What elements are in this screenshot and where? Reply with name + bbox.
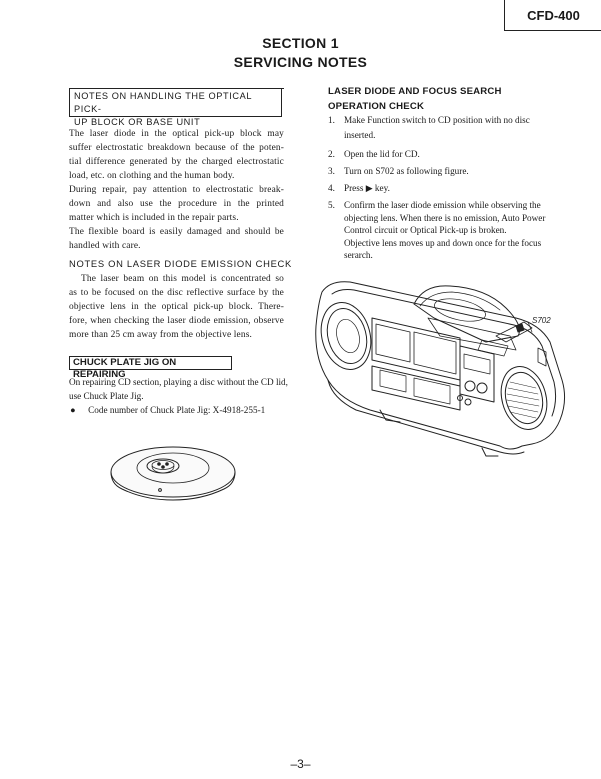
section-title: SECTION 1 xyxy=(262,35,339,51)
jig-line: On repairing CD section, playing a disc without the CD lid, xyxy=(69,377,288,387)
handling-heading-line2: UP BLOCK OR BASE UNIT xyxy=(74,117,201,127)
bullet-icon: ● xyxy=(70,405,76,415)
handling-line: down and also use the procedure in the printed xyxy=(69,199,284,209)
step-2 xyxy=(328,147,558,162)
handling-paragraph xyxy=(69,127,284,253)
step-5-line: Objective lens moves up and down once for the focus xyxy=(344,237,542,248)
jig-heading-box: CHUCK PLATE JIG ON REPAIRING xyxy=(69,356,232,370)
jig-code-text: Code number of Chuck Plate Jig: X-4918-255-1 xyxy=(88,405,266,415)
step-number: 5. xyxy=(328,200,335,210)
handling-line: handled with care. xyxy=(69,241,141,251)
step-text: Make Function switch to CD position with no disc xyxy=(344,115,530,125)
step-text-post: key. xyxy=(374,183,390,193)
step-1 xyxy=(328,113,558,128)
emission-heading: NOTES ON LASER DIODE EMISSION CHECK xyxy=(69,258,292,269)
step-5-line: serarch. xyxy=(344,250,373,260)
handling-line: tial difference generated by the charged electrostatic xyxy=(69,157,284,167)
handling-line: matter which is included in the repair parts. xyxy=(69,213,239,223)
play-arrow-icon: ▶ xyxy=(365,184,373,194)
emission-line: more than 25 cm away from the objective lens. xyxy=(69,330,252,340)
laser-check-steps xyxy=(328,113,558,262)
step-number: 2. xyxy=(328,149,335,159)
model-number: CFD-400 xyxy=(504,0,601,31)
step-5-line: objecting lens. When there is no emission, Auto Power xyxy=(344,212,546,223)
jig-line: use Chuck Plate Jig. xyxy=(69,391,144,401)
step-text: Turn on S702 as following figure. xyxy=(344,166,469,176)
page-number: –3– xyxy=(290,757,311,771)
step-text-pre: Press xyxy=(344,183,364,193)
step-5 xyxy=(328,199,558,212)
step-number: 1. xyxy=(328,115,335,125)
handling-heading-box xyxy=(69,88,282,127)
handling-line: The flexible board is easily damaged and should be xyxy=(69,227,284,237)
handling-line: The laser diode in the optical pick-up block may xyxy=(69,129,284,139)
jig-bullet-item xyxy=(70,403,265,417)
handling-heading-line1: NOTES ON HANDLING THE OPTICAL PICK- xyxy=(74,91,252,114)
emission-paragraph xyxy=(69,272,284,342)
chuck-plate-jig-illustration xyxy=(100,432,250,512)
handling-line: suffer electrostatic breakdown because of the poten- xyxy=(69,143,284,153)
step-number: 4. xyxy=(328,183,335,193)
emission-line: The laser beam on this model is concentrated so xyxy=(81,274,284,284)
step-1-continued: inserted. xyxy=(344,130,376,140)
step-3 xyxy=(328,164,558,179)
handling-line: load, etc. on clothing and the human body. xyxy=(69,171,235,181)
emission-line: objective lens in the optical pick-up block. There- xyxy=(69,302,284,312)
page-title: SERVICING NOTES xyxy=(233,54,368,70)
laser-check-heading-line2: OPERATION CHECK xyxy=(328,101,425,112)
emission-line: fore, when checking the laser diode emission, observe xyxy=(69,316,284,326)
boombox-s702-illustration xyxy=(310,270,572,470)
step-number: 3. xyxy=(328,166,335,176)
step-text: Confirm the laser diode emission while observing the xyxy=(344,200,541,210)
s702-label: S702 xyxy=(532,316,551,325)
step-4 xyxy=(328,181,558,197)
laser-check-heading-line1: LASER DIODE AND FOCUS SEARCH xyxy=(328,86,502,97)
emission-line: as to be focused on the disc reflective surface by the xyxy=(69,288,284,298)
step-5-line: Control circuit or Optical Pick-up is broken. xyxy=(344,225,507,235)
step-text: Open the lid for CD. xyxy=(344,149,420,159)
laser-check-heading xyxy=(328,84,502,114)
jig-paragraph xyxy=(69,375,299,403)
handling-line: During repair, pay attention to electrostatic break- xyxy=(69,185,284,195)
